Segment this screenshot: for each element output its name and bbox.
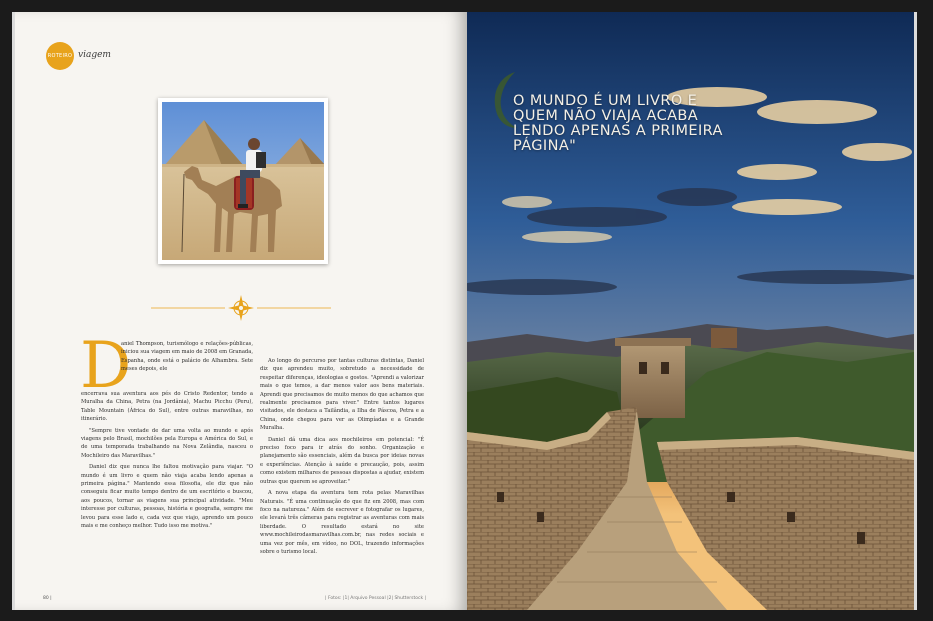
- compass-ornament-icon: [151, 295, 331, 321]
- article-paragraph: Daniel dá uma dica aos mochileiros em potencial: "É preciso foco para ir atrás do sonho. Organização e planejamento são essenciais, além da busca por ideias novas e experiências. Atenção à saúde e precaução, pois, assim como existem milhares de pessoas dispostas a ajudar, existem outras que querem se aproveitar.": [260, 436, 424, 485]
- article-column-1: [81, 390, 253, 534]
- article-lead: [121, 340, 253, 377]
- traveler-photo: [158, 98, 328, 264]
- right-page: [467, 12, 914, 610]
- article-paragraph: Daniel diz que nunca lhe faltou motivação para viajar. "O mundo é um livro e quem não viaja acaba lendo apenas a primeira página." Mantendo essa filosofia, ele diz que não conseguiu ficar muito tempo dentro de um escritório e buscou, aos poucos, tornar as viagens sua principal atividade. "Meu interesse por culturas, pessoas, história e geografia, sempre me levou para esse lado e, cada vez que viajo, aprendo um pouco mais e me conheço melhor. Tudo isso me motiva.": [81, 464, 253, 530]
- article-paragraph: encerrava sua aventura aos pés do Cristo Redentor, tendo a Muralha da China, Petra (na Jordânia), Machu Picchu (Peru), Table Mountain (África do Sul), entre outras maravilhas, no itinerário.: [81, 391, 253, 423]
- section-label: viagem: [78, 50, 111, 60]
- page-number-text: 80 |: [43, 596, 52, 601]
- article-paragraph: Ao longo do percurso por tantas culturas distintas, Daniel diz que aprendeu muito, sobretudo a necessidade de respeitar diferenças, ideologias e gostos. "Aprendi a valorizar mais o que temos, a dar menos valor aos bens materiais. Aprendi que precisamos de muito menos do que achamos que realmente precisamos para viver." Entre tantos lugares visitados, ele destaca a Tailândia, a Ilha de Páscoa, Petra e a China, onde chegou para ver as Olimpíadas e a Grande Muralha.: [260, 358, 424, 432]
- article-paragraph: "Sempre tive vontade de dar uma volta ao mundo e após viagens pelo Brasil, mochilões pela Europa e América do Sul, e de uma temporada trabalhando na Nova Zelândia, nasceu o Mochileiro das Maravilhas.": [81, 427, 253, 459]
- article-column-2: [260, 357, 424, 559]
- drop-cap: D: [80, 329, 132, 403]
- left-page: [15, 12, 467, 610]
- article-paragraph: A nova etapa da aventura tem rota pelas Maravilhas Naturais. "É uma continuação do que fiz em 2008, mas com foco na natureza." Além de escrever e fotografar os lugares, ele levará três câmeras para registrar as aventuras com mais liberdade. O resultado estará no site www.mochileirodasmaravilhas.com.br, nas redes sociais e uma vez por mês, em vídeo, no DOL, trazendo informações sobre o turismo local.: [260, 490, 424, 555]
- photo-credits: | Fotos: |1| Arquivo Pessoal |2| Shutterstock |: [325, 596, 427, 601]
- right-page-edge: [914, 12, 917, 610]
- pull-quote: O MUNDO É UM LIVRO E QUEM NÃO VIAJA ACABA LENDO APENAS A PRIMEIRA PÁGINA": [513, 93, 723, 154]
- section-badge-text: ROTEIRO: [47, 53, 73, 59]
- article-lead-text: aniel Thompson, turismólogo e relações-públicas, iniciou sua viagem em maio de 2008 em Granada, Espanha, onde está o palácio de Alhambra. Sete meses depois, ele: [121, 341, 253, 373]
- magazine-spread: [15, 12, 914, 610]
- camel-pyramids-image: [162, 102, 324, 260]
- section-badge: [46, 42, 74, 70]
- page-number: [43, 596, 52, 601]
